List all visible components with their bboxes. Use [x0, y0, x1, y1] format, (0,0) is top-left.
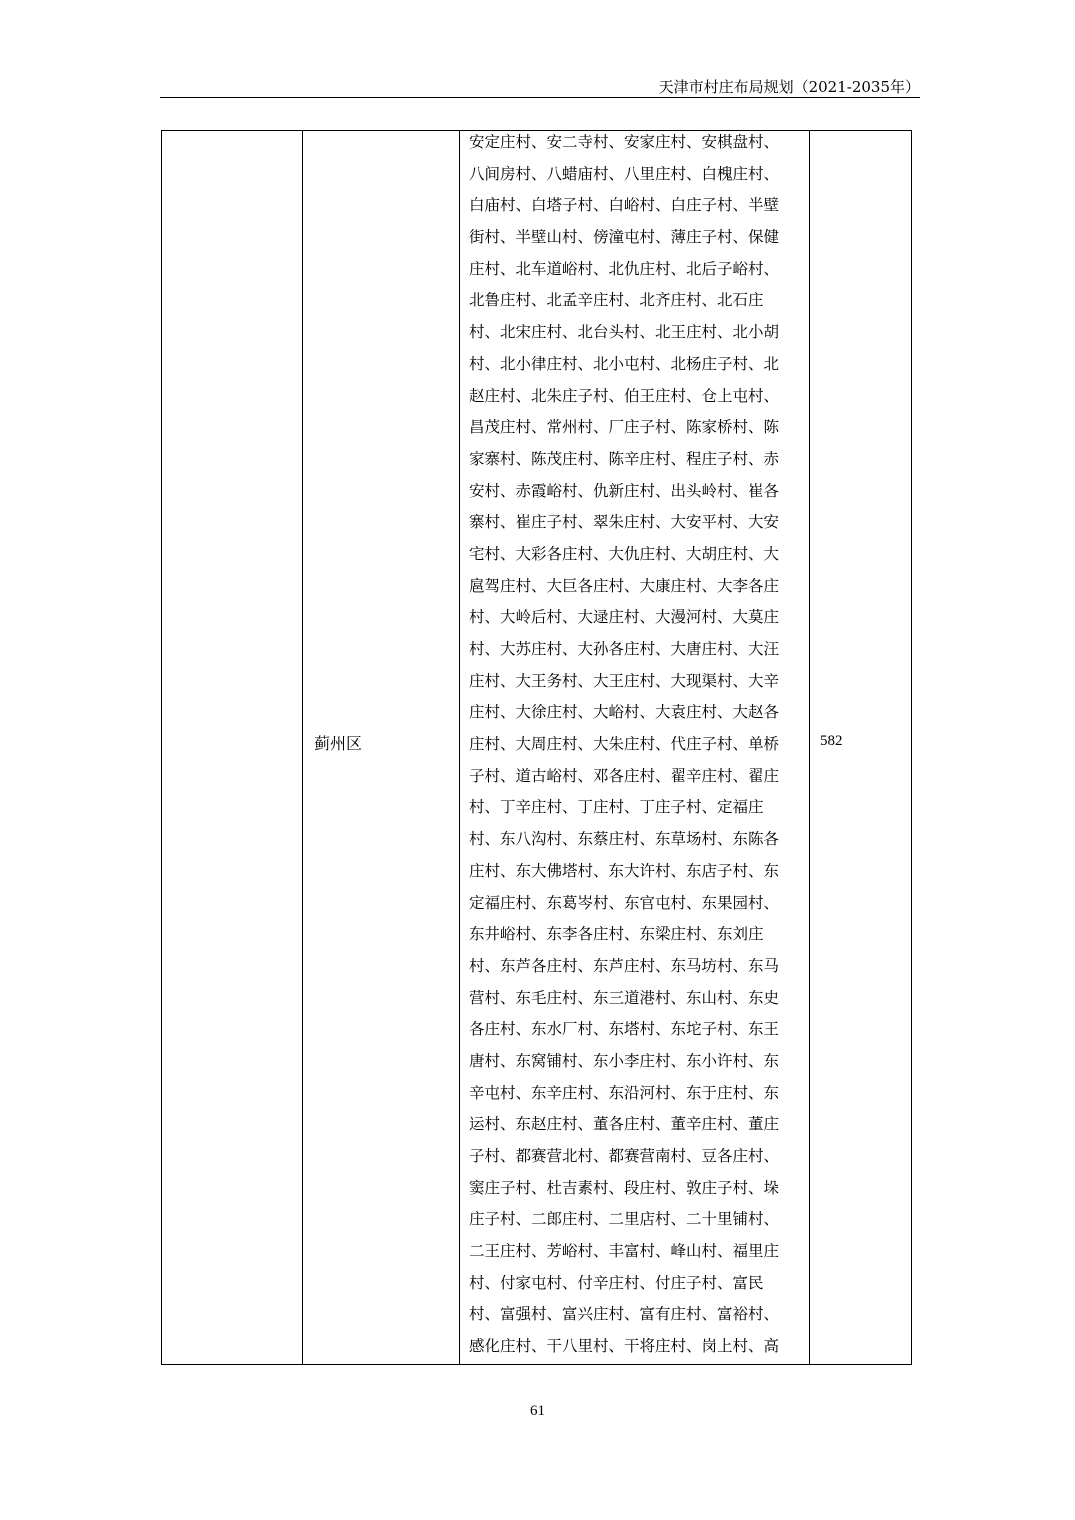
village-line: 村、北小律庄村、北小屯村、北杨庄子村、北	[469, 354, 780, 373]
village-line: 北鲁庄村、北孟辛庄村、北齐庄村、北石庄	[469, 291, 764, 310]
village-line: 村、东芦各庄村、东芦庄村、东马坊村、东马	[469, 956, 780, 975]
document-header-title: 天津市村庄布局规划（2021-2035年）	[658, 78, 920, 96]
village-line: 二王庄村、芳峪村、丰富村、峰山村、福里庄	[469, 1242, 780, 1261]
village-line: 子村、都赛营北村、都赛营南村、豆各庄村、	[469, 1147, 780, 1165]
column-divider	[302, 131, 303, 1364]
village-line: 各庄村、东水厂村、东塔村、东坨子村、东王	[469, 1020, 780, 1039]
village-line: 村、付家屯村、付辛庄村、付庄子村、富民	[469, 1273, 764, 1292]
header-rule	[160, 97, 920, 98]
village-line: 定福庄村、东葛岑村、东官屯村、东果园村、	[469, 893, 780, 912]
village-line: 宅村、大彩各庄村、大仇庄村、大胡庄村、大	[469, 544, 780, 563]
village-line: 庄村、大王务村、大王庄村、大现渠村、大辛	[469, 671, 780, 690]
village-list-cell	[469, 131, 799, 1367]
district-name-cell: 蓟州区	[314, 734, 363, 753]
village-line: 东井峪村、东李各庄村、东梁庄村、东刘庄	[469, 925, 764, 944]
village-line: 街村、半壁山村、傍潼屯村、薄庄子村、保健	[469, 228, 780, 247]
village-line: 安村、赤霞峪村、仇新庄村、出头岭村、崔各	[469, 481, 780, 500]
village-line: 白庙村、白塔子村、白峪村、白庄子村、半壁	[469, 196, 780, 215]
page-number: 61	[530, 1403, 545, 1419]
village-line: 唐村、东窝铺村、东小李庄村、东小许村、东	[469, 1051, 780, 1070]
village-line: 村、富强村、富兴庄村、富有庄村、富裕村、	[469, 1305, 780, 1324]
village-line: 子村、道古峪村、邓各庄村、翟辛庄村、翟庄	[469, 766, 780, 785]
column-divider	[809, 131, 810, 1364]
village-line: 扈驾庄村、大巨各庄村、大康庄村、大李各庄	[469, 576, 780, 595]
village-line: 安定庄村、安二寺村、安家庄村、安棋盘村、	[469, 133, 780, 151]
village-line: 昌茂庄村、常州村、厂庄子村、陈家桥村、陈	[469, 418, 780, 437]
village-line: 村、东八沟村、东蔡庄村、东草场村、东陈各	[469, 830, 780, 849]
village-line: 庄村、大周庄村、大朱庄村、代庄子村、单桥	[469, 735, 780, 754]
village-line: 窦庄子村、杜吉素村、段庄村、敦庄子村、垛	[469, 1178, 780, 1197]
village-line: 赵庄村、北朱庄子村、伯王庄村、仓上屯村、	[469, 386, 780, 405]
village-line: 村、大苏庄村、大孙各庄村、大唐庄村、大汪	[469, 640, 780, 658]
column-divider	[459, 131, 460, 1364]
village-line: 家寨村、陈茂庄村、陈辛庄村、程庄子村、赤	[469, 449, 780, 468]
village-line: 庄村、东大佛塔村、东大许村、东店子村、东	[469, 861, 780, 880]
village-line: 庄村、北车道峪村、北仇庄村、北后子峪村、	[469, 259, 780, 278]
village-line: 辛屯村、东辛庄村、东沿河村、东于庄村、东	[469, 1083, 780, 1102]
village-line: 庄村、大徐庄村、大峪村、大袁庄村、大赵各	[469, 703, 780, 722]
village-line: 庄子村、二郎庄村、二里店村、二十里铺村、	[469, 1210, 780, 1229]
village-count-cell: 582	[820, 733, 843, 749]
village-line: 村、丁辛庄村、丁庄村、丁庄子村、定福庄	[469, 798, 764, 817]
village-line: 村、大岭后村、大逯庄村、大漫河村、大莫庄	[469, 608, 780, 627]
village-line: 村、北宋庄村、北台头村、北王庄村、北小胡	[469, 323, 780, 342]
village-line: 感化庄村、干八里村、干将庄村、岗上村、高	[469, 1337, 780, 1356]
village-table	[161, 130, 912, 1365]
village-line: 运村、东赵庄村、董各庄村、董辛庄村、董庄	[469, 1115, 780, 1134]
village-line: 八间房村、八蜡庙村、八里庄村、白槐庄村、	[469, 164, 780, 183]
village-line: 营村、东毛庄村、东三道港村、东山村、东史	[469, 988, 780, 1007]
village-line: 寨村、崔庄子村、翠朱庄村、大安平村、大安	[469, 513, 780, 532]
